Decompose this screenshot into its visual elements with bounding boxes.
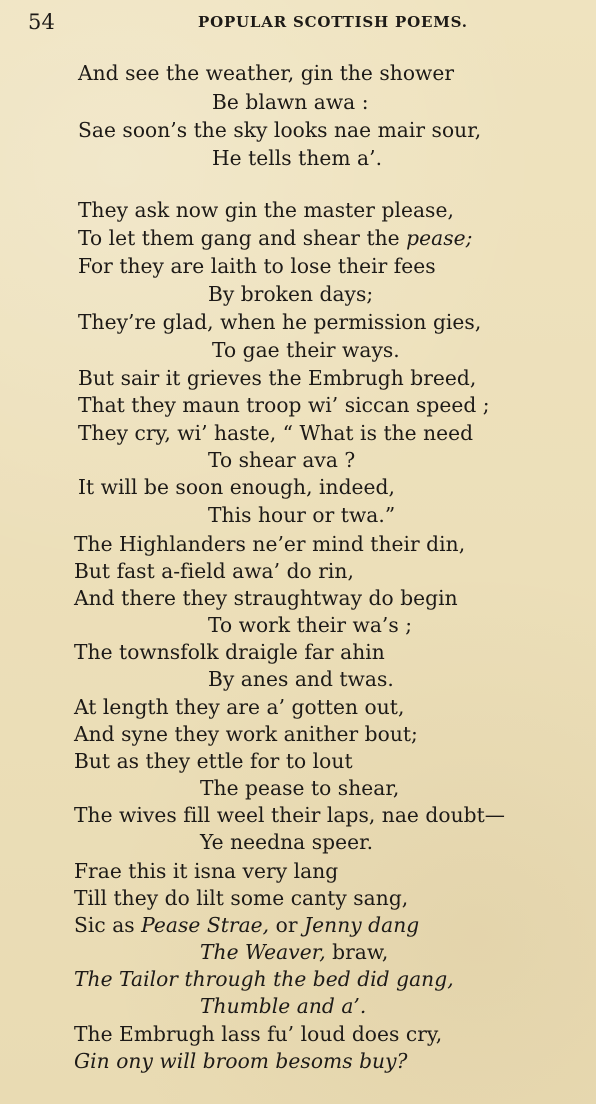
poem-line-35: The Embrugh lass fu’ loud does cry, <box>74 1022 443 1046</box>
poem-line-32-b: braw, <box>325 940 389 964</box>
poem-line-15: It will be soon enough, indeed, <box>78 475 395 499</box>
poem-line-31-c: or <box>269 913 304 937</box>
poem-line-25: But as they ettle for to lout <box>74 749 353 773</box>
poem-line-24: And syne they work anither bout; <box>74 722 418 746</box>
poem-line-28: Ye needna speer. <box>200 830 374 854</box>
poem-line-18: But fast a-field awa’ do rin, <box>74 559 354 583</box>
poem-line-13: They cry, wi’ haste, “ What is the need <box>78 421 474 445</box>
poem-line-19: And there they straughtway do begin <box>74 586 458 610</box>
poem-line-31-d: Jenny dang <box>304 913 420 937</box>
poem-line-16: This hour or twa.” <box>208 503 396 527</box>
poem-line-8: By broken days; <box>208 282 374 306</box>
page-header <box>28 8 568 36</box>
poem-line-4: He tells them a’. <box>212 146 383 170</box>
poem-line-33: The Tailor through the bed did gang, <box>74 967 454 991</box>
poem-line-22: By anes and twas. <box>208 667 394 691</box>
poem-line-23: At length they are a’ gotten out, <box>74 695 405 719</box>
poem-line-21: The townsfolk draigle far ahin <box>74 640 385 664</box>
poem-line-26: The pease to shear, <box>200 776 400 800</box>
poem-line-29: Frae this it isna very lang <box>74 859 339 883</box>
running-title: POPULAR SCOTTISH POEMS. <box>198 13 468 31</box>
poem-line-30: Till they do lilt some canty sang, <box>74 886 409 910</box>
poem-line-10: To gae their ways. <box>212 338 400 362</box>
poem-line-6-text: To let them gang and shear the <box>78 226 407 250</box>
poem-line-32-a: The Weaver, <box>200 940 326 964</box>
poem-line-31-a: Sic as <box>74 913 142 937</box>
poem-line-7: For they are laith to lose their fees <box>78 254 436 278</box>
poem-line-9: They’re glad, when he permission gies, <box>78 310 482 334</box>
poem-line-14: To shear ava ? <box>208 448 356 472</box>
poem-line-36: Gin ony will broom besoms buy? <box>74 1049 408 1073</box>
poem-line-5: They ask now gin the master please, <box>78 198 454 222</box>
poem-line-31-b: Pease Strae, <box>141 913 270 937</box>
poem-line-1: And see the weather, gin the shower <box>78 61 455 85</box>
poem-line-6 <box>78 224 472 252</box>
poem-line-34: Thumble and a’. <box>200 994 367 1018</box>
poem-line-27: The wives fill weel their laps, nae doubt— <box>74 803 505 827</box>
poem-line-2: Be blawn awa : <box>212 90 369 114</box>
poem-line-17: The Highlanders ne’er mind their din, <box>74 532 466 556</box>
poem-line-11: But sair it grieves the Embrugh breed, <box>78 366 477 390</box>
poem-line-6-italic: pease; <box>406 226 473 250</box>
poem-line-32 <box>200 938 388 966</box>
poem-line-31 <box>74 911 419 939</box>
poem-line-20: To work their wa’s ; <box>208 613 413 637</box>
poem-line-3: Sae soon’s the sky looks nae mair sour, <box>78 118 482 142</box>
page-number: 54 <box>28 10 56 34</box>
poem-line-12: That they maun troop wi’ siccan speed ; <box>78 393 490 417</box>
